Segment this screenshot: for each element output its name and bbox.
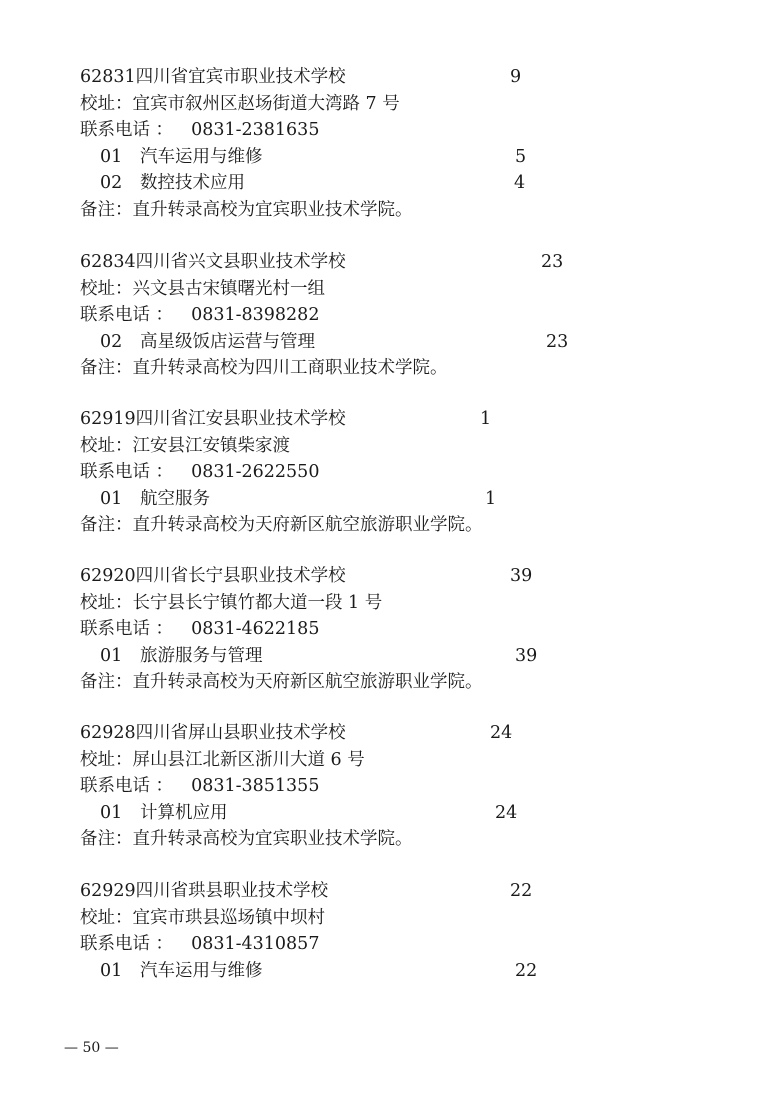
school-total: 39 [510, 566, 533, 586]
major-code: 02 [100, 331, 123, 352]
note-value: 直升转录高校为宜宾职业技术学院。 [132, 199, 413, 220]
address-label: 校址： [80, 907, 133, 928]
major-name: 高星级饭店运营与管理 [140, 331, 315, 352]
address-label: 校址： [80, 592, 133, 613]
note-label: 备注： [80, 829, 133, 849]
school-address [80, 91, 400, 117]
school-header [80, 406, 346, 432]
address-value: 屏山县江北新区浙川大道 6 号 [132, 749, 365, 770]
address-value: 长宁县长宁镇竹都大道一段 1 号 [132, 592, 383, 613]
school-phone [80, 459, 319, 485]
school-code: 62928 [80, 723, 136, 743]
phone-value: 0831-3851355 [191, 776, 320, 796]
school-phone [80, 931, 319, 957]
address-label: 校址： [80, 749, 133, 770]
school-total: 1 [480, 409, 492, 429]
major-name: 数控技术应用 [140, 173, 245, 193]
major-count: 39 [515, 645, 538, 666]
school-code: 62919 [80, 409, 136, 429]
school-name: 四川省长宁县职业技术学校 [135, 566, 346, 586]
school-header [80, 64, 346, 90]
school-phone [80, 773, 319, 799]
school-phone [80, 117, 319, 143]
note-value: 直升转录高校为宜宾职业技术学院。 [132, 829, 413, 849]
major-name: 航空服务 [140, 488, 210, 509]
phone-value: 0831-2622550 [191, 462, 320, 482]
major-count: 22 [515, 960, 538, 981]
phone-value: 0831-4310857 [191, 934, 320, 954]
phone-value: 0831-2381635 [191, 120, 320, 140]
note-value: 直升转录高校为天府新区航空旅游职业学院。 [132, 515, 483, 535]
school-note [80, 669, 483, 695]
note-value: 直升转录高校为天府新区航空旅游职业学院。 [132, 672, 483, 692]
phone-label: 联系电话 ： [80, 619, 174, 639]
school-note [80, 512, 483, 538]
school-note [80, 826, 413, 852]
school-total: 9 [510, 67, 522, 87]
major-count: 1 [485, 488, 497, 509]
school-phone [80, 302, 319, 328]
school-header [80, 720, 346, 746]
major-count: 24 [495, 802, 518, 823]
note-label: 备注： [80, 358, 133, 378]
major-count: 4 [514, 173, 526, 193]
school-phone [80, 616, 319, 642]
note-label: 备注： [80, 199, 133, 220]
school-code: 62920 [80, 566, 136, 586]
major-count: 5 [515, 146, 527, 167]
note-value: 直升转录高校为四川工商职业技术学院。 [132, 358, 448, 378]
major-code: 01 [100, 146, 123, 167]
school-address [80, 905, 325, 931]
address-label: 校址： [80, 93, 133, 114]
major-code: 01 [100, 960, 123, 981]
school-address [80, 276, 325, 302]
major-name: 汽车运用与维修 [140, 960, 263, 981]
address-value: 宜宾市珙县巡场镇中坝村 [132, 907, 325, 928]
school-address [80, 590, 382, 616]
major-code: 01 [100, 802, 123, 823]
school-header [80, 563, 346, 589]
phone-value: 0831-4622185 [191, 619, 320, 639]
school-address [80, 747, 365, 773]
major-code: 02 [100, 173, 123, 193]
school-total: 24 [490, 723, 513, 743]
phone-label: 联系电话 ： [80, 776, 174, 796]
phone-label: 联系电话 ： [80, 462, 174, 482]
school-total: 22 [510, 881, 533, 901]
major-name: 计算机应用 [140, 802, 228, 823]
school-address [80, 433, 290, 459]
note-label: 备注： [80, 672, 133, 692]
school-name: 四川省兴文县职业技术学校 [135, 252, 346, 272]
school-header [80, 878, 328, 904]
address-value: 江安县江安镇柴家渡 [132, 435, 290, 456]
major-code: 01 [100, 645, 123, 666]
address-label: 校址： [80, 435, 133, 456]
phone-label: 联系电话 ： [80, 934, 174, 954]
major-name: 旅游服务与管理 [140, 645, 263, 666]
major-count: 23 [546, 331, 569, 352]
phone-label: 联系电话 ： [80, 305, 174, 325]
page-number: — 50 — [64, 1040, 119, 1056]
school-header [80, 249, 346, 275]
school-name: 四川省宜宾市职业技术学校 [135, 67, 346, 87]
school-code: 62831 [80, 67, 136, 87]
school-note [80, 355, 448, 381]
school-note [80, 197, 413, 223]
note-label: 备注： [80, 515, 133, 535]
address-label: 校址： [80, 278, 133, 299]
major-code: 01 [100, 488, 123, 509]
school-total: 23 [541, 252, 564, 272]
address-value: 宜宾市叙州区赵场街道大湾路 7 号 [132, 93, 400, 114]
school-code: 62929 [80, 881, 136, 901]
address-value: 兴文县古宋镇曙光村一组 [132, 278, 325, 299]
school-name: 四川省江安县职业技术学校 [135, 409, 346, 429]
school-code: 62834 [80, 252, 136, 272]
school-name: 四川省珙县职业技术学校 [135, 881, 329, 901]
major-name: 汽车运用与维修 [140, 146, 263, 167]
phone-value: 0831-8398282 [191, 305, 320, 325]
school-name: 四川省屏山县职业技术学校 [135, 723, 346, 743]
phone-label: 联系电话 ： [80, 120, 174, 140]
